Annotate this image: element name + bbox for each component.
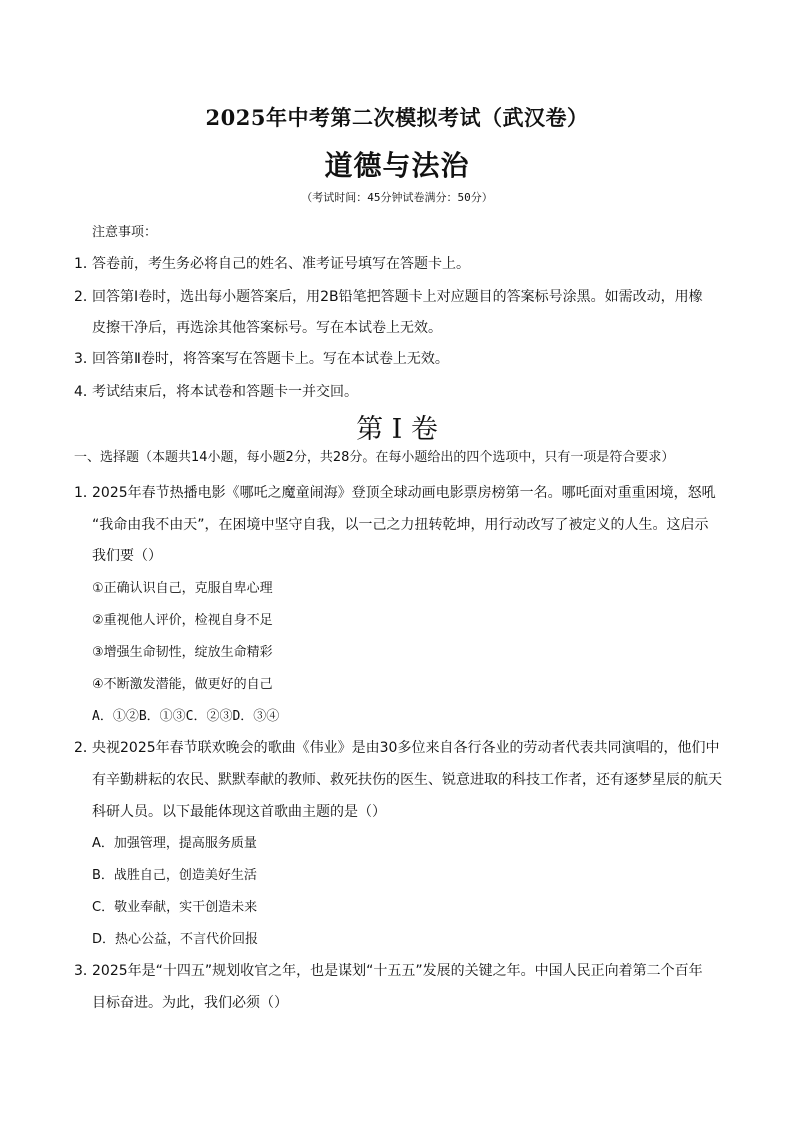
question-number: 1．: [74, 485, 97, 501]
question-text: 目标奋进。为此，我们必须（）: [92, 995, 288, 1011]
note-number: 4．: [74, 384, 97, 400]
choice-section-intro: 一、选择题（本题共14小题，每小题2分，共28分。在每小题给出的四个选项中，只有一项是符合要求）: [74, 450, 675, 465]
question-text: 有辛勤耕耘的农民、默默奉献的教师、救死扶伤的医生、锐意进取的科技工作者，还有逐梦星辰的航天: [92, 772, 722, 788]
answer-option: B．战胜自己，创造美好生活: [92, 868, 257, 883]
statement-item: ④不断激发潜能，做更好的自己: [92, 677, 273, 692]
note-text: 回答第Ⅱ卷时，将答案写在答题卡上。写在本试卷上无效。: [92, 351, 449, 367]
answer-option: D．热心公益，不言代价回报: [92, 932, 259, 947]
note-number: 3．: [74, 351, 97, 367]
answer-choices: A．①②B．①③C．②③D．③④: [92, 709, 280, 724]
statement-item: ①正确认识自己，克服自卑心理: [92, 581, 273, 596]
note-text: 考试结束后，将本试卷和答题卡一并交回。: [92, 384, 358, 400]
question-number: 3．: [74, 963, 97, 979]
note-number: 2．: [74, 289, 97, 305]
answer-option: C．敬业奉献，实干创造未来: [92, 900, 258, 915]
subject-title: 道德与法治: [324, 149, 470, 182]
question-text: 我们要（）: [92, 548, 162, 564]
question-text: 2025年是“十四五”规划收官之年，也是谋划“十五五”发展的关键之年。中国人民正向着第二个百年: [92, 963, 703, 979]
exam-meta: （考试时间：45分钟试卷满分：50分）: [301, 191, 493, 204]
statement-item: ②重视他人评价，检视自身不足: [92, 613, 273, 628]
note-number: 1．: [74, 256, 97, 272]
note-text: 回答第Ⅰ卷时，选出每小题答案后，用2B铅笔把答题卡上对应题目的答案标号涂黑。如需改动，用橡: [92, 289, 703, 305]
section-title: 第 I 卷: [356, 414, 438, 445]
note-text: 答卷前，考生务必将自己的姓名、准考证号填写在答题卡上。: [92, 256, 470, 272]
question-text: 央视2025年春节联欢晚会的歌曲《伟业》是由30多位来自各行各业的劳动者代表共同演唱的，他们中: [92, 740, 720, 756]
question-text: “我命由我不由天”，在困境中坚守自我，以一己之力扭转乾坤，用行动改写了被定义的人生。这启示: [92, 517, 709, 533]
exam-title: 2025年中考第二次模拟考试（武汉卷）: [205, 105, 589, 130]
answer-option: A．加强管理，提高服务质量: [92, 836, 257, 851]
question-text: 2025年春节热播电影《哪吒之魔童闹海》登顶全球动画电影票房榜第一名。哪吒面对重重困境，怒吼: [92, 485, 716, 501]
question-number: 2．: [74, 740, 97, 756]
statement-item: ③增强生命韧性，绽放生命精彩: [92, 645, 273, 660]
notes-heading: 注意事项：: [92, 225, 158, 240]
note-text: 皮擦干净后，再选涂其他答案标号。写在本试卷上无效。: [92, 320, 442, 336]
question-text: 科研人员。以下最能体现这首歌曲主题的是（）: [92, 804, 386, 820]
